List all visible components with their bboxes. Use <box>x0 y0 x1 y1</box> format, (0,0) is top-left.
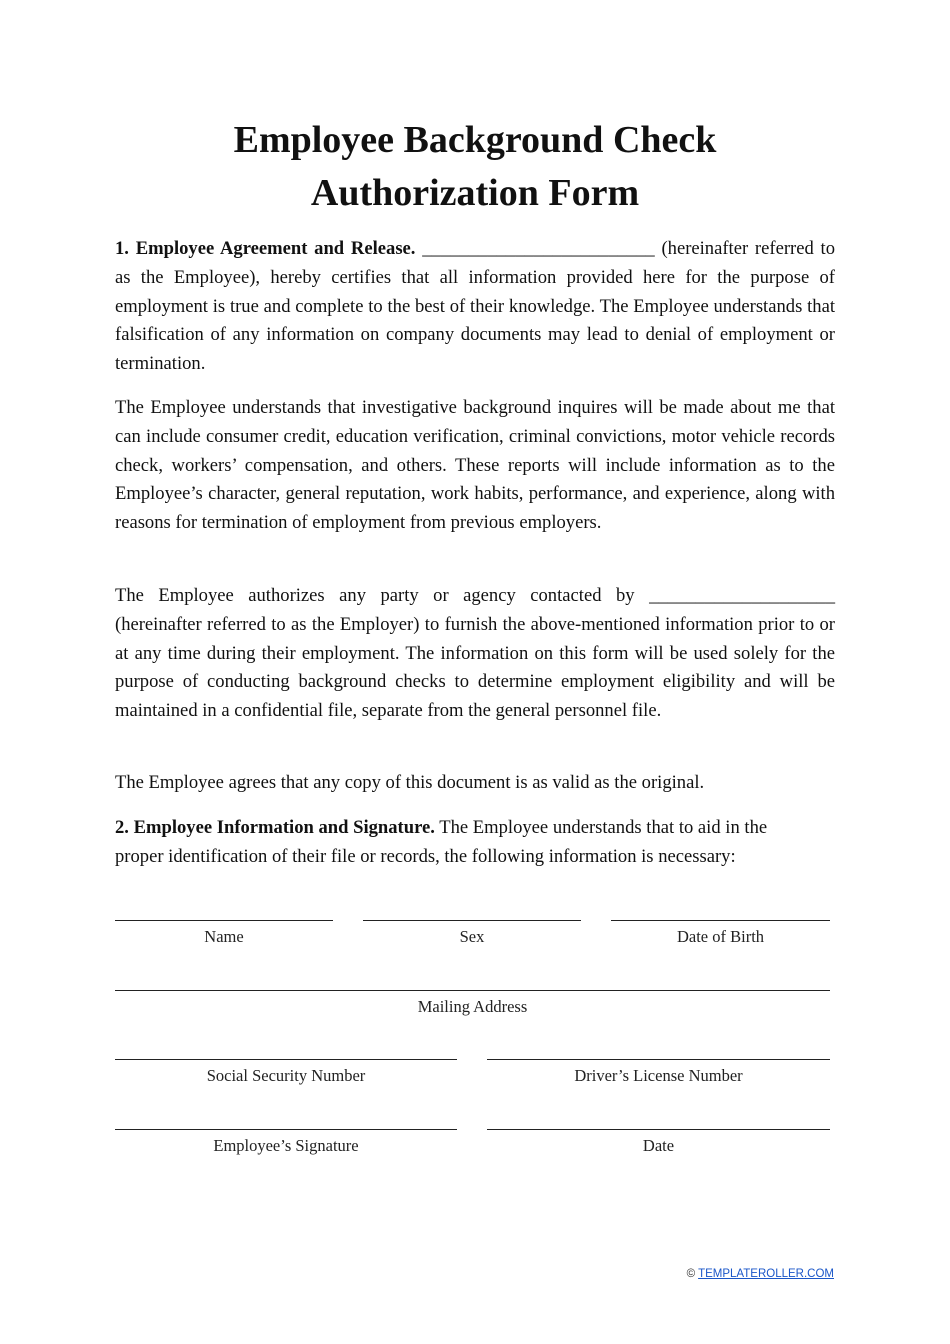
date-of-birth-field[interactable] <box>611 920 830 947</box>
sex-label: Sex <box>459 927 485 946</box>
paragraph-3-text-before: The Employee authorizes any party or agency contacted by <box>115 585 650 606</box>
title-line-2: Authorization Form <box>310 172 640 214</box>
copyright-symbol: © <box>686 1268 696 1280</box>
mailing-address-line[interactable] <box>115 990 830 991</box>
section-1-paragraph <box>115 235 835 379</box>
signature-label: Employee’s Signature <box>213 1136 359 1155</box>
date-label: Date <box>642 1136 675 1155</box>
employer-name-blank[interactable]: ____________________ <box>649 585 835 606</box>
section-2-heading: 2. Employee Information and Signature. <box>115 817 435 838</box>
date-line[interactable] <box>487 1129 830 1130</box>
signature-line[interactable] <box>115 1129 457 1130</box>
signature-field[interactable] <box>115 1129 457 1156</box>
section-1-heading: 1. Employee Agreement and Release. <box>115 238 416 259</box>
drivers-license-line[interactable] <box>487 1059 830 1060</box>
date-of-birth-line[interactable] <box>611 920 830 921</box>
name-line[interactable] <box>115 920 333 921</box>
name-field[interactable] <box>115 920 333 947</box>
ssn-field[interactable] <box>115 1059 457 1086</box>
title-line-1: Employee Background Check <box>233 119 717 161</box>
sex-field[interactable] <box>363 920 581 947</box>
sex-line[interactable] <box>363 920 581 921</box>
section-2-text: The Employee understands that to aid in the proper identification of their file or records, the following information is necessary: <box>115 817 768 867</box>
employee-name-blank[interactable]: _________________________ <box>422 238 655 259</box>
paragraph-authorization <box>115 582 835 726</box>
section-1-text: (hereinafter referred to as the Employee), hereby certifies that all information provided here for the purpose of employment is true and complete to the best of their knowledge. The Employee understands that falsification of any information on company documents may lead to denial of employment or termination. <box>115 238 835 375</box>
date-of-birth-label: Date of Birth <box>676 927 765 946</box>
templateroller-link[interactable]: TEMPLATEROLLER.COM <box>698 1268 834 1280</box>
ssn-label: Social Security Number <box>206 1066 366 1085</box>
paragraph-3-text-after: (hereinafter referred to as the Employer) to furnish the above-mentioned information prior to or at any time during their employment. The information on this form will be used solely for the purpose of conducting background checks to determine employment eligibility and will be maintained in a confidential file, separate from the general personnel file. <box>115 613 835 722</box>
drivers-license-field[interactable] <box>487 1059 830 1086</box>
mailing-address-label: Mailing Address <box>417 997 528 1016</box>
name-label: Name <box>204 927 244 946</box>
mailing-address-field[interactable] <box>115 990 830 1017</box>
page-title <box>0 114 950 220</box>
drivers-license-label: Driver’s License Number <box>574 1066 743 1085</box>
paragraph-copy-validity: The Employee agrees that any copy of this document is as valid as the original. <box>115 772 705 793</box>
ssn-line[interactable] <box>115 1059 457 1060</box>
paragraph-investigative-inquiries: The Employee understands that investigative background inquires will be made about me that can include consumer credit, education verification, criminal convictions, motor vehicle records check, workers’ compensation, and others. These reports will include information as to the Employee’s character, general reputation, work habits, performance, and experience, along with reasons for termination of employment from previous employers. <box>115 397 835 534</box>
date-field[interactable] <box>487 1129 830 1156</box>
footer <box>687 1268 834 1280</box>
section-2-paragraph <box>115 814 815 872</box>
